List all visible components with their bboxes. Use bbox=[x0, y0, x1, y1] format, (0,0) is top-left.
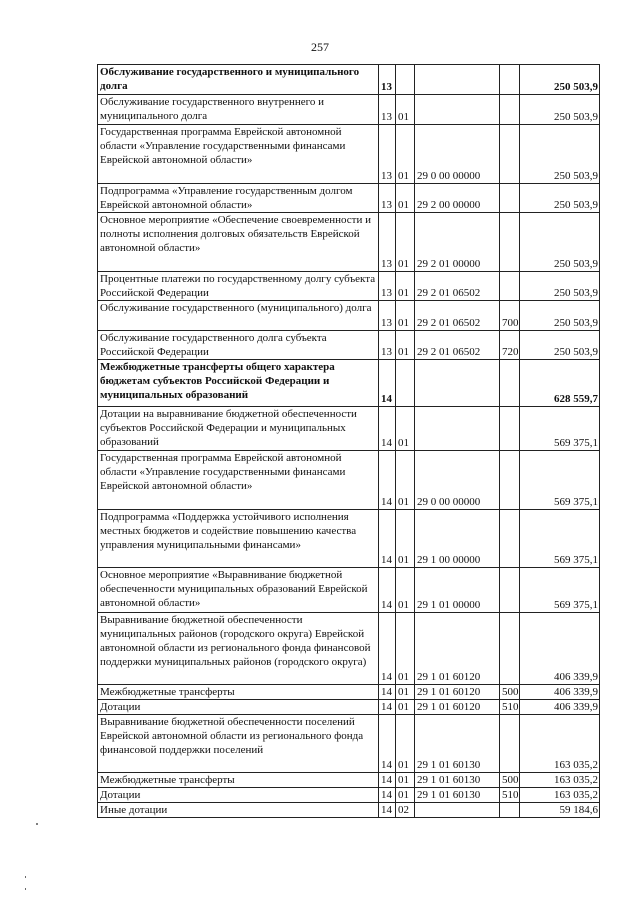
row-section-code: 13 bbox=[379, 95, 396, 125]
row-amount: 250 503,9 bbox=[520, 95, 600, 125]
row-name: Иные дотации bbox=[98, 803, 379, 818]
row-name: Обслуживание государственного (муниципального) долга bbox=[98, 301, 379, 331]
row-subsection-code: 01 bbox=[396, 272, 415, 301]
row-section-code: 13 bbox=[379, 213, 396, 272]
table-row bbox=[98, 184, 600, 213]
table-row bbox=[98, 95, 600, 125]
row-section-code: 14 bbox=[379, 700, 396, 715]
row-section-code: 13 bbox=[379, 301, 396, 331]
row-name: Выравнивание бюджетной обеспеченности поселений Еврейской автономной области из регионального фонда финансовой поддержки поселений bbox=[98, 715, 379, 773]
row-target-code: 29 2 01 06502 bbox=[415, 301, 500, 331]
row-subsection-code: 01 bbox=[396, 700, 415, 715]
row-subsection-code: 01 bbox=[396, 568, 415, 613]
row-section-code: 13 bbox=[379, 184, 396, 213]
row-subsection-code: 01 bbox=[396, 685, 415, 700]
table-row bbox=[98, 700, 600, 715]
row-amount: 406 339,9 bbox=[520, 700, 600, 715]
row-section-code: 14 bbox=[379, 803, 396, 818]
row-target-code bbox=[415, 803, 500, 818]
table-row bbox=[98, 451, 600, 510]
table-row bbox=[98, 773, 600, 788]
row-name: Дотации bbox=[98, 700, 379, 715]
row-target-code: 29 0 00 00000 bbox=[415, 125, 500, 184]
row-section-code: 14 bbox=[379, 715, 396, 773]
row-section-code: 13 bbox=[379, 331, 396, 360]
row-name: Дотации bbox=[98, 788, 379, 803]
row-subsection-code: 01 bbox=[396, 125, 415, 184]
row-amount: 406 339,9 bbox=[520, 685, 600, 700]
table-row bbox=[98, 272, 600, 301]
table-row bbox=[98, 788, 600, 803]
row-amount: 163 035,2 bbox=[520, 715, 600, 773]
row-amount: 250 503,9 bbox=[520, 213, 600, 272]
row-amount: 163 035,2 bbox=[520, 773, 600, 788]
scan-speck bbox=[25, 876, 26, 878]
row-expense-type-code bbox=[500, 568, 520, 613]
row-section-code: 14 bbox=[379, 788, 396, 803]
row-subsection-code: 01 bbox=[396, 213, 415, 272]
row-section-code: 14 bbox=[379, 451, 396, 510]
row-expense-type-code bbox=[500, 272, 520, 301]
row-target-code: 29 2 01 06502 bbox=[415, 331, 500, 360]
row-section-code: 13 bbox=[379, 272, 396, 301]
row-subsection-code: 01 bbox=[396, 715, 415, 773]
row-subsection-code: 01 bbox=[396, 407, 415, 451]
row-section-code: 14 bbox=[379, 360, 396, 407]
table-row bbox=[98, 301, 600, 331]
row-name: Межбюджетные трансферты общего характера бюджетам субъектов Российской Федерации и муниципальных образований bbox=[98, 360, 379, 407]
row-section-code: 14 bbox=[379, 510, 396, 568]
row-target-code: 29 1 01 60130 bbox=[415, 773, 500, 788]
row-expense-type-code bbox=[500, 613, 520, 685]
row-section-code: 14 bbox=[379, 613, 396, 685]
row-expense-type-code: 700 bbox=[500, 301, 520, 331]
row-subsection-code bbox=[396, 65, 415, 95]
row-amount: 628 559,7 bbox=[520, 360, 600, 407]
row-amount: 250 503,9 bbox=[520, 272, 600, 301]
row-subsection-code: 01 bbox=[396, 331, 415, 360]
table-row bbox=[98, 331, 600, 360]
row-subsection-code: 01 bbox=[396, 773, 415, 788]
row-expense-type-code: 720 bbox=[500, 331, 520, 360]
row-expense-type-code: 510 bbox=[500, 788, 520, 803]
table-row bbox=[98, 568, 600, 613]
row-section-code: 14 bbox=[379, 773, 396, 788]
row-section-code: 14 bbox=[379, 685, 396, 700]
table-body bbox=[98, 65, 600, 818]
page-number: 257 bbox=[311, 40, 329, 54]
row-expense-type-code bbox=[500, 213, 520, 272]
row-name: Государственная программа Еврейской автономной области «Управление государственными финансами Еврейской автономной области» bbox=[98, 125, 379, 184]
row-name: Подпрограмма «Управление государственным долгом Еврейской автономной области» bbox=[98, 184, 379, 213]
row-target-code: 29 2 01 06502 bbox=[415, 272, 500, 301]
table-row bbox=[98, 685, 600, 700]
row-section-code: 13 bbox=[379, 65, 396, 95]
row-name: Подпрограмма «Поддержка устойчивого исполнения местных бюджетов и содействие повышению качества управления муниципальными финансами» bbox=[98, 510, 379, 568]
table-row bbox=[98, 613, 600, 685]
row-expense-type-code bbox=[500, 95, 520, 125]
row-expense-type-code: 500 bbox=[500, 685, 520, 700]
row-target-code: 29 1 01 60120 bbox=[415, 685, 500, 700]
row-amount: 569 375,1 bbox=[520, 407, 600, 451]
row-target-code: 29 1 01 60120 bbox=[415, 613, 500, 685]
row-name: Межбюджетные трансферты bbox=[98, 773, 379, 788]
row-expense-type-code bbox=[500, 360, 520, 407]
row-amount: 250 503,9 bbox=[520, 301, 600, 331]
row-amount: 569 375,1 bbox=[520, 451, 600, 510]
row-amount: 59 184,6 bbox=[520, 803, 600, 818]
row-subsection-code: 01 bbox=[396, 510, 415, 568]
row-amount: 250 503,9 bbox=[520, 184, 600, 213]
row-section-code: 14 bbox=[379, 568, 396, 613]
row-amount: 163 035,2 bbox=[520, 788, 600, 803]
row-target-code: 29 2 00 00000 bbox=[415, 184, 500, 213]
table-row bbox=[98, 715, 600, 773]
row-expense-type-code bbox=[500, 803, 520, 818]
scan-speck bbox=[25, 888, 26, 890]
row-subsection-code: 01 bbox=[396, 788, 415, 803]
row-expense-type-code bbox=[500, 65, 520, 95]
table-row bbox=[98, 360, 600, 407]
row-expense-type-code: 510 bbox=[500, 700, 520, 715]
row-target-code: 29 1 01 60130 bbox=[415, 788, 500, 803]
row-target-code: 29 1 01 00000 bbox=[415, 568, 500, 613]
row-expense-type-code bbox=[500, 125, 520, 184]
row-subsection-code: 01 bbox=[396, 451, 415, 510]
row-target-code: 29 1 00 00000 bbox=[415, 510, 500, 568]
row-name: Межбюджетные трансферты bbox=[98, 685, 379, 700]
table-row bbox=[98, 125, 600, 184]
row-target-code bbox=[415, 95, 500, 125]
row-target-code bbox=[415, 407, 500, 451]
row-expense-type-code bbox=[500, 184, 520, 213]
row-amount: 250 503,9 bbox=[520, 331, 600, 360]
row-target-code: 29 2 01 00000 bbox=[415, 213, 500, 272]
row-expense-type-code bbox=[500, 510, 520, 568]
row-section-code: 13 bbox=[379, 125, 396, 184]
row-amount: 569 375,1 bbox=[520, 568, 600, 613]
row-expense-type-code: 500 bbox=[500, 773, 520, 788]
table-row bbox=[98, 65, 600, 95]
row-subsection-code: 01 bbox=[396, 95, 415, 125]
row-name: Государственная программа Еврейской автономной области «Управление государственными финансами Еврейской автономной области» bbox=[98, 451, 379, 510]
table-row bbox=[98, 407, 600, 451]
row-name: Обслуживание государственного внутреннего и муниципального долга bbox=[98, 95, 379, 125]
row-expense-type-code bbox=[500, 715, 520, 773]
row-name: Процентные платежи по государственному долгу субъекта Российской Федерации bbox=[98, 272, 379, 301]
row-target-code: 29 1 01 60130 bbox=[415, 715, 500, 773]
row-expense-type-code bbox=[500, 451, 520, 510]
row-amount: 406 339,9 bbox=[520, 613, 600, 685]
row-amount: 250 503,9 bbox=[520, 65, 600, 95]
table-row bbox=[98, 213, 600, 272]
row-subsection-code: 01 bbox=[396, 184, 415, 213]
row-name: Основное мероприятие «Выравнивание бюджетной обеспеченности муниципальных образований Еврейской автономной области» bbox=[98, 568, 379, 613]
row-subsection-code: 02 bbox=[396, 803, 415, 818]
row-name: Дотации на выравнивание бюджетной обеспеченности субъектов Российской Федерации и муниципальных образований bbox=[98, 407, 379, 451]
scan-speck bbox=[36, 823, 38, 825]
row-name: Обслуживание государственного долга субъекта Российской Федерации bbox=[98, 331, 379, 360]
row-target-code bbox=[415, 360, 500, 407]
row-subsection-code: 01 bbox=[396, 301, 415, 331]
row-expense-type-code bbox=[500, 407, 520, 451]
table-row bbox=[98, 510, 600, 568]
row-target-code: 29 0 00 00000 bbox=[415, 451, 500, 510]
row-target-code bbox=[415, 65, 500, 95]
row-amount: 250 503,9 bbox=[520, 125, 600, 184]
row-target-code: 29 1 01 60120 bbox=[415, 700, 500, 715]
row-subsection-code bbox=[396, 360, 415, 407]
row-subsection-code: 01 bbox=[396, 613, 415, 685]
row-name: Обслуживание государственного и муниципального долга bbox=[98, 65, 379, 95]
budget-table bbox=[97, 64, 600, 818]
row-name: Выравнивание бюджетной обеспеченности муниципальных районов (городского округа) Еврейской автономной области из регионального фонда финансовой поддержки муниципальных районов (городского округа) bbox=[98, 613, 379, 685]
table-row bbox=[98, 803, 600, 818]
row-name: Основное мероприятие «Обеспечение своевременности и полноты исполнения долговых обязательств Еврейской автономной области» bbox=[98, 213, 379, 272]
row-amount: 569 375,1 bbox=[520, 510, 600, 568]
row-section-code: 14 bbox=[379, 407, 396, 451]
